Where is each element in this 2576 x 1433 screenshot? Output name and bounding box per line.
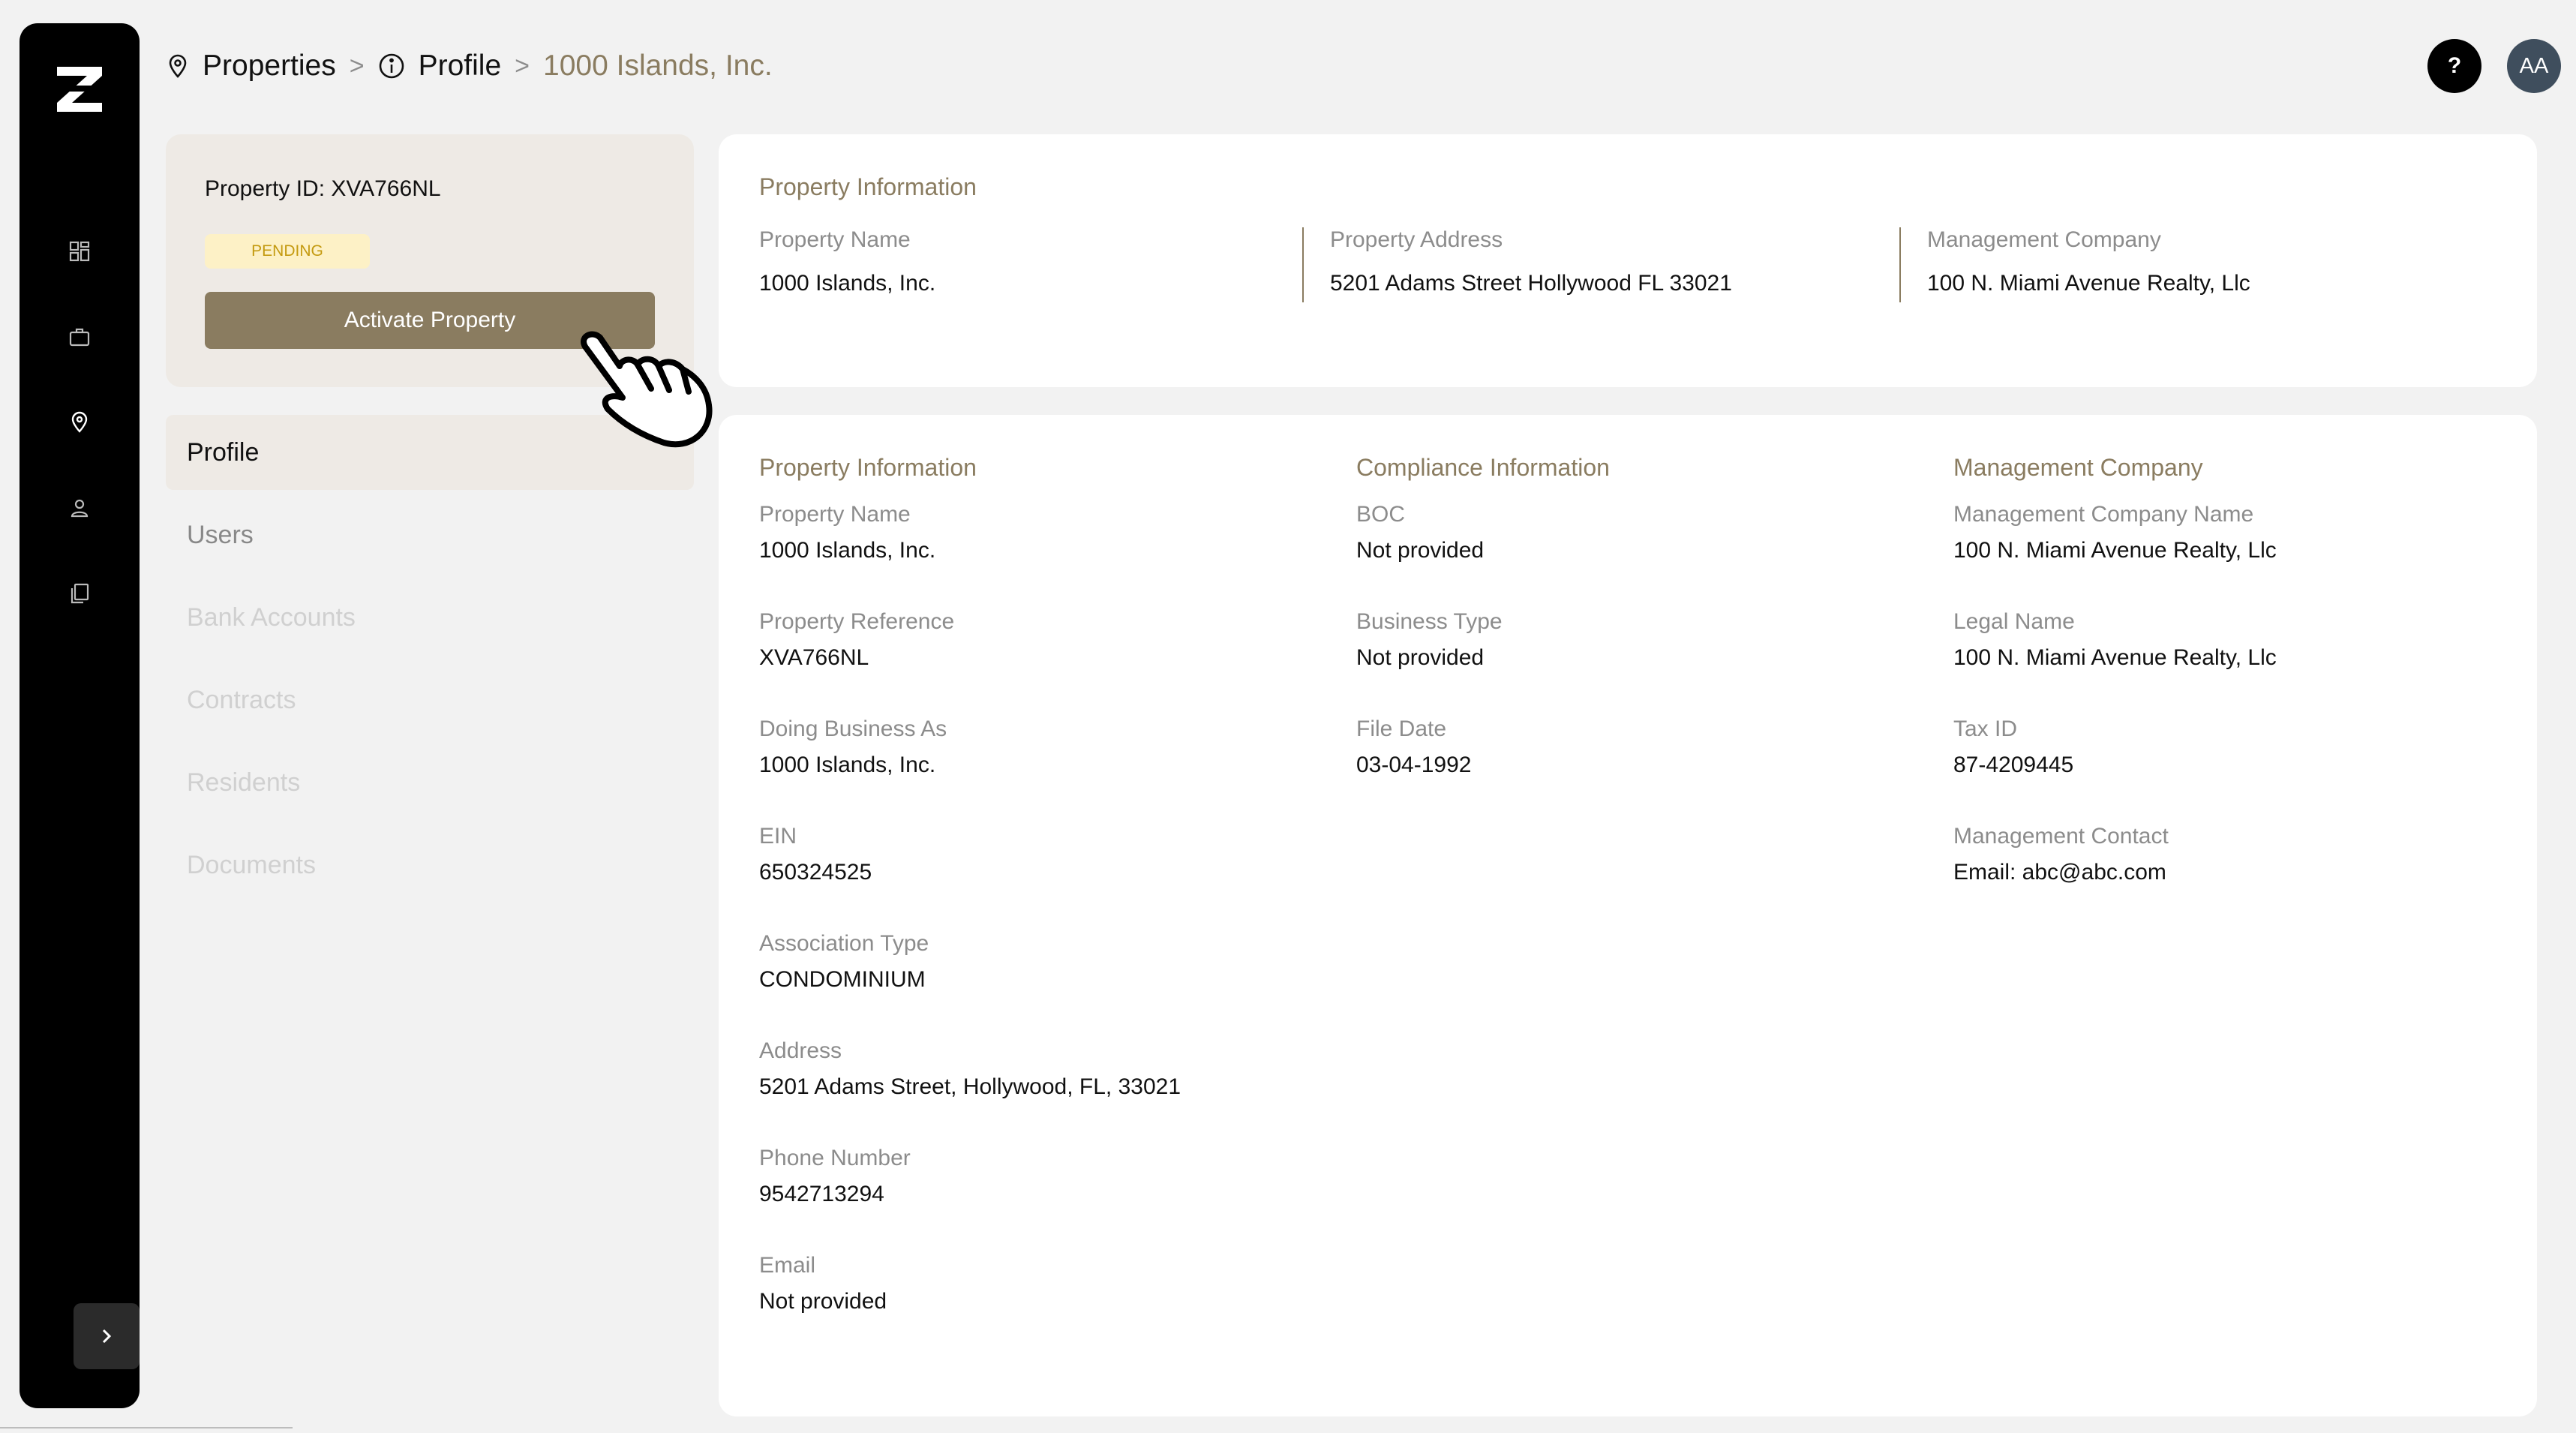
summary-management-company: 100 N. Miami Avenue Realty, Llc [1927, 271, 2250, 296]
field-label: Management Company Name [1953, 502, 2254, 527]
briefcase-icon[interactable] [66, 323, 93, 350]
field-label: Business Type [1356, 609, 1503, 634]
field-value: 650324525 [759, 860, 872, 885]
breadcrumb-current: 1000 Islands, Inc. [543, 50, 773, 82]
app-sidebar-rail [20, 23, 140, 1408]
activate-property-button[interactable]: Activate Property [205, 292, 655, 349]
field-value: Not provided [1356, 538, 1485, 563]
breadcrumb-properties-label: Properties [203, 50, 336, 82]
field-label: File Date [1356, 716, 1447, 741]
field-value: 5201 Adams Street, Hollywood, FL, 33021 [759, 1074, 1181, 1099]
status-badge: PENDING [205, 234, 370, 269]
field-label: Association Type [759, 931, 929, 956]
side-nav-documents[interactable]: Documents [187, 850, 316, 879]
property-info-title: Property Information [759, 454, 977, 481]
chevron-right-icon [98, 1327, 116, 1345]
pointer-hand-icon [570, 323, 720, 458]
documents-icon[interactable] [66, 580, 93, 607]
field-label: Address [759, 1038, 842, 1063]
breadcrumb-profile[interactable] [378, 50, 502, 83]
side-nav-bank-accounts[interactable]: Bank Accounts [187, 602, 356, 632]
field-value: Not provided [759, 1289, 887, 1314]
expand-sidebar-button[interactable] [74, 1303, 140, 1369]
field-value: XVA766NL [759, 645, 869, 670]
breadcrumb-separator: > [349, 51, 365, 80]
field-label: Property Reference [759, 609, 955, 634]
field-label: Phone Number [759, 1146, 911, 1170]
summary-management-company-label: Management Company [1927, 227, 2161, 252]
breadcrumb-profile-label: Profile [418, 50, 502, 82]
compliance-info-title: Compliance Information [1356, 454, 1610, 481]
side-nav-residents[interactable]: Residents [187, 768, 301, 797]
breadcrumb [167, 45, 773, 87]
summary-property-name: 1000 Islands, Inc. [759, 271, 936, 296]
field-value: 100 N. Miami Avenue Realty, Llc [1953, 645, 2277, 670]
field-label: Legal Name [1953, 609, 2075, 634]
field-label: Tax ID [1953, 716, 2018, 741]
brand-logo[interactable] [50, 59, 110, 119]
info-icon [378, 53, 405, 80]
breadcrumb-separator: > [515, 51, 530, 80]
dashboard-icon[interactable] [66, 238, 93, 265]
management-company-title: Management Company [1953, 454, 2203, 481]
summary-property-address-label: Property Address [1330, 227, 1503, 252]
side-nav-profile[interactable]: Profile [166, 415, 694, 490]
field-label: Email [759, 1253, 816, 1278]
field-value: CONDOMINIUM [759, 967, 926, 992]
profile-side-nav [166, 415, 694, 910]
user-avatar[interactable]: AA [2507, 39, 2561, 93]
horizontal-scrollbar[interactable] [0, 1427, 293, 1428]
side-nav-contracts[interactable]: Contracts [187, 685, 296, 714]
user-icon[interactable] [66, 494, 93, 521]
divider [1302, 227, 1304, 302]
field-value: 9542713294 [759, 1182, 884, 1206]
property-summary-card [719, 134, 2537, 387]
location-pin-icon[interactable] [66, 409, 93, 436]
location-pin-icon [167, 53, 189, 79]
breadcrumb-properties[interactable] [167, 50, 336, 83]
field-label: BOC [1356, 502, 1406, 527]
field-value: 1000 Islands, Inc. [759, 538, 936, 563]
summary-title: Property Information [759, 173, 977, 200]
field-value: Not provided [1356, 645, 1485, 670]
field-value: 03-04-1992 [1356, 753, 1472, 777]
side-nav-users[interactable]: Users [187, 520, 254, 549]
property-details-card [719, 415, 2537, 1416]
field-value: 87-4209445 [1953, 753, 2074, 777]
help-button[interactable]: ? [2427, 39, 2481, 93]
field-value: Email: abc@abc.com [1953, 860, 2166, 885]
field-value: 1000 Islands, Inc. [759, 753, 936, 777]
summary-property-address: 5201 Adams Street Hollywood FL 33021 [1330, 271, 1732, 296]
field-label: Management Contact [1953, 824, 2169, 849]
summary-property-name-label: Property Name [759, 227, 911, 252]
property-id: Property ID: XVA766NL [205, 176, 441, 201]
divider [1899, 227, 1901, 302]
field-label: Property Name [759, 502, 911, 527]
field-label: Doing Business As [759, 716, 947, 741]
field-value: 100 N. Miami Avenue Realty, Llc [1953, 538, 2277, 563]
field-label: EIN [759, 824, 797, 849]
